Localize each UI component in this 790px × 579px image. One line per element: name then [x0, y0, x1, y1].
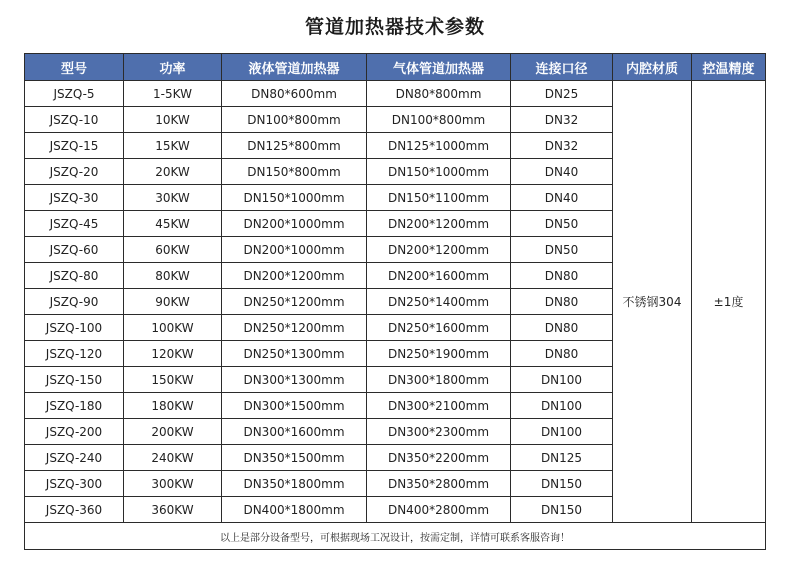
- cell-connection: DN150: [511, 471, 613, 497]
- cell-model: JSZQ-200: [25, 419, 124, 445]
- cell-connection: DN100: [511, 419, 613, 445]
- header-chamber-material: 内腔材质: [613, 54, 692, 81]
- cell-power: 90KW: [124, 289, 222, 315]
- cell-model: JSZQ-20: [25, 159, 124, 185]
- cell-gas-size: DN150*1000mm: [367, 159, 511, 185]
- cell-liquid-size: DN150*800mm: [222, 159, 367, 185]
- cell-liquid-size: DN125*800mm: [222, 133, 367, 159]
- cell-power: 1-5KW: [124, 81, 222, 107]
- header-connection-diameter: 连接口径: [511, 54, 613, 81]
- cell-gas-size: DN200*1600mm: [367, 263, 511, 289]
- cell-power: 45KW: [124, 211, 222, 237]
- cell-liquid-size: DN200*1000mm: [222, 237, 367, 263]
- cell-connection: DN40: [511, 185, 613, 211]
- cell-power: 20KW: [124, 159, 222, 185]
- cell-model: JSZQ-180: [25, 393, 124, 419]
- cell-connection: DN50: [511, 211, 613, 237]
- cell-power: 120KW: [124, 341, 222, 367]
- cell-model: JSZQ-60: [25, 237, 124, 263]
- cell-gas-size: DN200*1200mm: [367, 237, 511, 263]
- cell-power: 80KW: [124, 263, 222, 289]
- cell-power: 60KW: [124, 237, 222, 263]
- cell-connection: DN80: [511, 315, 613, 341]
- header-liquid-heater: 液体管道加热器: [222, 54, 367, 81]
- cell-gas-size: DN150*1100mm: [367, 185, 511, 211]
- cell-connection: DN80: [511, 263, 613, 289]
- cell-gas-size: DN200*1200mm: [367, 211, 511, 237]
- cell-model: JSZQ-15: [25, 133, 124, 159]
- cell-connection: DN50: [511, 237, 613, 263]
- cell-liquid-size: DN300*1600mm: [222, 419, 367, 445]
- cell-gas-size: DN350*2800mm: [367, 471, 511, 497]
- cell-power: 150KW: [124, 367, 222, 393]
- cell-power: 15KW: [124, 133, 222, 159]
- table-row: [25, 81, 766, 107]
- cell-liquid-size: DN200*1200mm: [222, 263, 367, 289]
- cell-liquid-size: DN100*800mm: [222, 107, 367, 133]
- cell-liquid-size: DN80*600mm: [222, 81, 367, 107]
- cell-connection: DN40: [511, 159, 613, 185]
- cell-connection: DN32: [511, 133, 613, 159]
- cell-gas-size: DN125*1000mm: [367, 133, 511, 159]
- cell-model: JSZQ-45: [25, 211, 124, 237]
- cell-gas-size: DN250*1600mm: [367, 315, 511, 341]
- cell-liquid-size: DN250*1200mm: [222, 315, 367, 341]
- cell-connection: DN80: [511, 341, 613, 367]
- cell-gas-size: DN300*2100mm: [367, 393, 511, 419]
- cell-connection: DN100: [511, 367, 613, 393]
- footer-row: [25, 523, 766, 550]
- cell-liquid-size: DN400*1800mm: [222, 497, 367, 523]
- cell-model: JSZQ-80: [25, 263, 124, 289]
- cell-power: 360KW: [124, 497, 222, 523]
- cell-liquid-size: DN350*1800mm: [222, 471, 367, 497]
- cell-power: 10KW: [124, 107, 222, 133]
- cell-model: JSZQ-150: [25, 367, 124, 393]
- cell-gas-size: DN100*800mm: [367, 107, 511, 133]
- header-gas-heater: 气体管道加热器: [367, 54, 511, 81]
- cell-liquid-size: DN250*1200mm: [222, 289, 367, 315]
- cell-liquid-size: DN300*1300mm: [222, 367, 367, 393]
- table-body: [25, 81, 766, 523]
- cell-connection: DN25: [511, 81, 613, 107]
- page-title: 管道加热器技术参数: [304, 16, 485, 38]
- cell-model: JSZQ-100: [25, 315, 124, 341]
- cell-connection: DN100: [511, 393, 613, 419]
- cell-power: 300KW: [124, 471, 222, 497]
- cell-gas-size: DN80*800mm: [367, 81, 511, 107]
- cell-connection: DN80: [511, 289, 613, 315]
- cell-liquid-size: DN300*1500mm: [222, 393, 367, 419]
- cell-gas-size: DN350*2200mm: [367, 445, 511, 471]
- cell-model: JSZQ-120: [25, 341, 124, 367]
- cell-power: 200KW: [124, 419, 222, 445]
- cell-model: JSZQ-90: [25, 289, 124, 315]
- cell-connection: DN32: [511, 107, 613, 133]
- cell-gas-size: DN300*1800mm: [367, 367, 511, 393]
- cell-model: JSZQ-5: [25, 81, 124, 107]
- cell-connection: DN125: [511, 445, 613, 471]
- cell-model: JSZQ-30: [25, 185, 124, 211]
- cell-power: 180KW: [124, 393, 222, 419]
- footer-note: 以上是部分设备型号，可根据现场工况设计，按需定制，详情可联系客服咨询！: [25, 523, 766, 550]
- cell-model: JSZQ-360: [25, 497, 124, 523]
- cell-connection: DN150: [511, 497, 613, 523]
- cell-liquid-size: DN200*1000mm: [222, 211, 367, 237]
- cell-liquid-size: DN150*1000mm: [222, 185, 367, 211]
- cell-gas-size: DN250*1400mm: [367, 289, 511, 315]
- spec-table: [24, 53, 766, 550]
- cell-gas-size: DN400*2800mm: [367, 497, 511, 523]
- cell-power: 100KW: [124, 315, 222, 341]
- cell-liquid-size: DN350*1500mm: [222, 445, 367, 471]
- cell-model: JSZQ-240: [25, 445, 124, 471]
- cell-material: 不锈钢304: [613, 81, 692, 523]
- cell-model: JSZQ-300: [25, 471, 124, 497]
- header-temp-precision: 控温精度: [692, 54, 766, 81]
- cell-gas-size: DN250*1900mm: [367, 341, 511, 367]
- header-model: 型号: [25, 54, 124, 81]
- cell-power: 30KW: [124, 185, 222, 211]
- header-power: 功率: [124, 54, 222, 81]
- cell-gas-size: DN300*2300mm: [367, 419, 511, 445]
- table-header-row: [25, 54, 766, 81]
- cell-model: JSZQ-10: [25, 107, 124, 133]
- cell-precision: ±1度: [692, 81, 766, 523]
- cell-power: 240KW: [124, 445, 222, 471]
- cell-liquid-size: DN250*1300mm: [222, 341, 367, 367]
